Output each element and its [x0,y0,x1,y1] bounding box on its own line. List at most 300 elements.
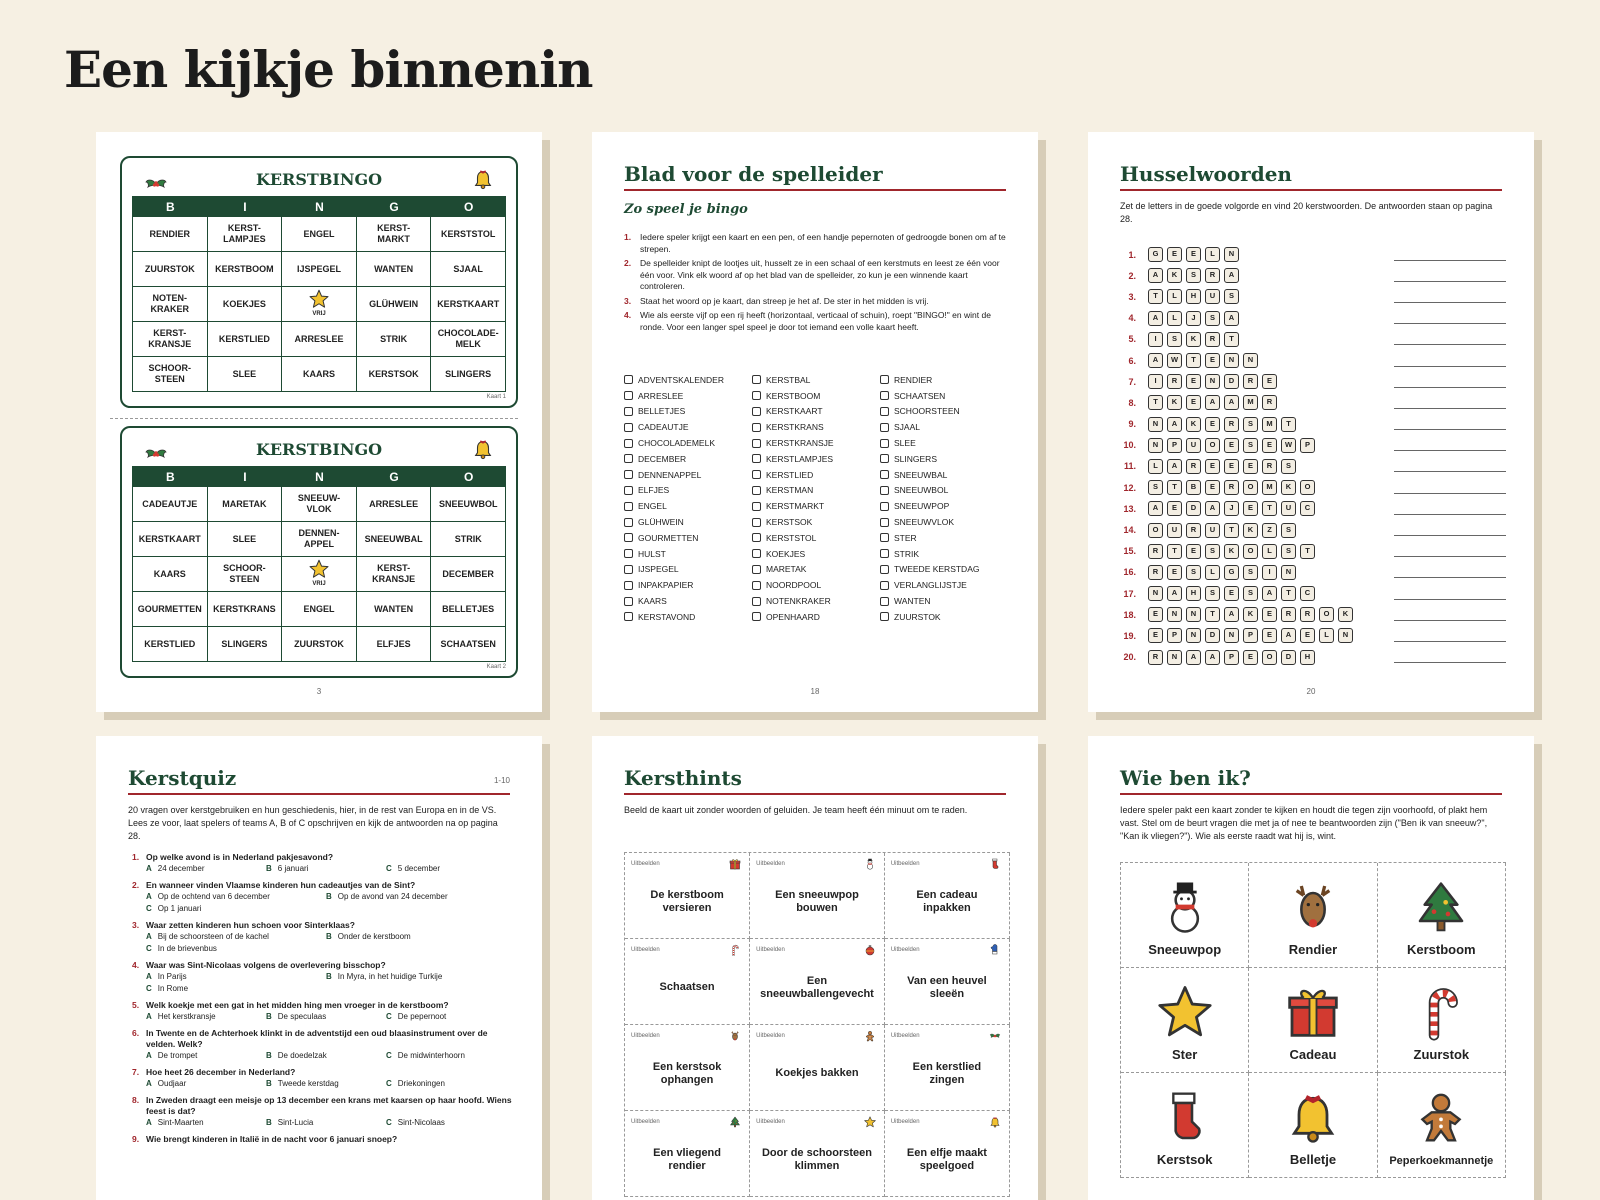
checklist-item[interactable]: ENGEL [624,498,752,514]
bell-icon [1285,1087,1341,1147]
page-christmas-charades[interactable] [592,736,1038,1200]
question-text: 4. Waar was Sint-Nicolaas volgens de overlevering bisschop? [132,960,386,970]
letter-tile: S [1205,586,1220,601]
bingo-letter: O [431,197,506,217]
character-card [1121,1073,1249,1178]
character-label: Zuurstok [1413,1047,1470,1062]
letter-tile: L [1319,628,1334,643]
answer-option: C De midwinterhoorn [386,1051,465,1060]
checklist-item[interactable]: ADVENTSKALENDER [624,372,752,388]
answer-line[interactable] [1394,503,1506,515]
page-intro: Zet de letters in de goede volgorde en vind 20 kerstwoorden. De antwoorden staan op pagina 28. [1120,201,1493,224]
checklist-item[interactable]: KERSTSTOL [752,530,880,546]
bingo-letter: N [282,467,357,487]
page-number: 3 [316,687,322,696]
charades-card [750,939,885,1025]
checklist-item[interactable]: KERSTKRANS [752,419,880,435]
answer-option: B De speculaas [266,1012,327,1021]
checklist-item[interactable]: INPAKPAPIER [624,577,752,593]
letter-tile: E [1224,438,1239,453]
answer-line[interactable] [1394,630,1506,642]
scramble-row [1116,477,1506,498]
page-number: 18 [810,687,820,696]
checklist-item[interactable]: KAARS [624,593,752,609]
letter-tile: N [1243,353,1258,368]
letter-tile: R [1186,523,1201,538]
checklist-item[interactable]: STRIK [880,546,1008,562]
checklist-item[interactable]: GOURMETTEN [624,530,752,546]
answer-line[interactable] [1394,609,1506,621]
checklist-item[interactable]: SCHAATSEN [880,388,1008,404]
bingo-cell: SJAAL [431,252,506,287]
answer-line[interactable] [1394,588,1506,600]
bell-icon [989,1116,1001,1128]
page-bingo-cards[interactable] [96,132,542,712]
card-text: Een elfje maakt speelgoed [906,1146,987,1172]
row-number: 7. [1128,376,1136,387]
bingo-card [120,426,518,678]
card-label: Uitbeelden [631,1033,660,1039]
instructions-list [624,232,1006,336]
stocking-icon [1157,1087,1213,1147]
page-christmas-quiz[interactable] [96,736,542,1200]
letter-tile: A [1224,607,1239,622]
tree-icon [729,1116,741,1128]
scramble-row [1116,498,1506,519]
answer-line[interactable] [1394,566,1506,578]
bingo-cell: WANTEN [357,592,432,627]
page-who-am-i[interactable] [1088,736,1534,1200]
letter-tile: S [1243,417,1258,432]
letter-tile: T [1148,289,1163,304]
question-text: 9. Wie brengt kinderen in Italië in de nacht voor 6 januari snoep? [132,1134,398,1144]
checklist-item[interactable]: CHOCOLADEMELK [624,435,752,451]
answer-option: B De doedelzak [266,1051,327,1060]
letter-tile: E [1224,459,1239,474]
gift-icon [729,858,741,870]
checklist-item[interactable]: KERSTMARKT [752,498,880,514]
checklist-item[interactable]: SCHOORSTEEN [880,404,1008,420]
page-number: 20 [1306,687,1316,696]
bingo-cell: KERSTBOOM [208,252,283,287]
answer-option: A Het kerstkransje [146,1012,216,1021]
answer-option: C Op 1 januari [146,904,202,913]
checklist-item[interactable]: NOTENKRAKER [752,593,880,609]
letter-tile: D [1281,650,1296,665]
card-text: Koekjes bakken [775,1067,859,1079]
letter-tile: J [1224,501,1239,516]
letter-tile: K [1186,417,1201,432]
checklist-item[interactable]: OPENHAARD [752,609,880,625]
scramble-row [1116,414,1506,435]
scramble-row [1116,541,1506,562]
answer-line[interactable] [1394,376,1506,388]
checklist-item[interactable]: RENDIER [880,372,1008,388]
holly-icon [989,1030,1001,1042]
letter-tile: N [1224,628,1239,643]
scramble-row [1116,647,1506,668]
row-number: 13. [1123,503,1136,514]
letter-tile: K [1224,544,1239,559]
letter-tile: S [1243,586,1258,601]
letter-tile: O [1300,480,1315,495]
letter-tile: O [1205,438,1220,453]
checklist-item[interactable]: WANTEN [880,593,1008,609]
letter-tile: N [1148,417,1163,432]
bingo-cell: SCHOOR- STEEN [208,557,283,592]
card-text: Door de schoorsteen klimmen [761,1146,872,1172]
answer-option: B Op de avond van 24 december [326,892,448,901]
checklist-item[interactable]: HULST [624,546,752,562]
letter-tile: E [1205,417,1220,432]
letter-tile: N [1186,607,1201,622]
bingo-letter: N [282,197,357,217]
letter-tile: L [1205,247,1220,262]
bingo-cell: SLINGERS [431,357,506,392]
bingo-cell: KAARS [133,557,208,592]
letter-tile: R [1243,374,1258,389]
charades-card [625,853,750,939]
question-text: 8. In Zweden draagt een meisje op 13 december een krans met kaarsen op haar hoofd. Wiens feest is dat? [132,1095,512,1116]
bingo-cell: SLEE [208,357,283,392]
letter-tile: S [1281,459,1296,474]
bingo-cell: ELFJES [357,627,432,662]
character-card [1378,968,1506,1073]
bingo-cell: MARETAK [208,487,283,522]
card-label: Uitbeelden [756,1119,785,1125]
checklist-item[interactable]: NOORDPOOL [752,577,880,593]
letter-tile: A [1281,628,1296,643]
hero-title: Een kijkje binnenin [64,40,593,99]
answer-line[interactable] [1394,397,1506,409]
letter-tile: A [1148,311,1163,326]
letter-tile: S [1205,311,1220,326]
bingo-cell: GLÜHWEIN [357,287,432,322]
checklist-item[interactable]: KERSTKAART [752,404,880,420]
card-text: Een sneeuwpop bouwen [775,888,859,914]
letter-tile: T [1281,417,1296,432]
quiz-question [132,1028,514,1062]
letter-tile: T [1167,480,1182,495]
quiz-questions [132,852,514,1150]
checklist-item[interactable]: SLINGERS [880,451,1008,467]
letter-tile: A [1148,353,1163,368]
letter-tile: R [1205,268,1220,283]
card-number: Kaart 2 [486,664,506,670]
answer-option: C In Rome [146,984,189,993]
checklist-item[interactable]: KERSTSOK [752,514,880,530]
letter-tile: W [1281,438,1296,453]
letter-tile: R [1224,417,1239,432]
checklist-item[interactable]: DECEMBER [624,451,752,467]
character-card [1378,863,1506,968]
quiz-question [132,1095,514,1129]
letter-tile: E [1186,247,1201,262]
answer-line[interactable] [1394,524,1506,536]
letter-tile: E [1186,544,1201,559]
row-number: 1. [1128,249,1136,260]
checklist-item[interactable]: STER [880,530,1008,546]
letter-tile: N [1338,628,1353,643]
bingo-cell: RENDIER [133,217,208,252]
letter-tile: L [1205,565,1220,580]
letter-tile: S [1224,289,1239,304]
checklist-item[interactable]: CADEAUTJE [624,419,752,435]
letter-tile: A [1167,459,1182,474]
letter-tile: N [1205,374,1220,389]
scramble-row [1116,435,1506,456]
letter-tile: T [1186,353,1201,368]
answer-option: A Op de ochtend van 6 december [146,892,270,901]
letter-tile: R [1281,607,1296,622]
letter-tile: E [1262,374,1277,389]
character-label: Rendier [1288,942,1338,957]
character-label: Cadeau [1289,1047,1337,1062]
letter-tile: P [1167,438,1182,453]
letter-tile: N [1148,438,1163,453]
quiz-question [132,880,514,915]
checklist-item[interactable]: SNEEUWVLOK [880,514,1008,530]
answer-option: B Tweede kerstdag [266,1079,339,1088]
answer-options [132,1050,514,1062]
checklist-item[interactable]: SNEEUWBOL [880,483,1008,499]
checklist-item[interactable]: KERSTKRANSJE [752,435,880,451]
letter-tile: S [1205,544,1220,559]
answer-line[interactable] [1394,439,1506,451]
checklist-item[interactable]: SLEE [880,435,1008,451]
letter-tile: U [1186,438,1201,453]
cut-line [110,418,518,419]
checklist-item[interactable]: MARETAK [752,562,880,578]
bingo-letter: G [357,197,432,217]
answer-options [132,971,514,995]
scramble-row [1116,392,1506,413]
bingo-cell: KERSTLIED [208,322,283,357]
checklist-item[interactable]: IJSPEGEL [624,562,752,578]
character-label: Kerstboom [1407,942,1476,957]
scramble-row [1116,265,1506,286]
answer-line[interactable] [1394,312,1506,324]
letter-tile: R [1300,607,1315,622]
page-scrambled-words[interactable] [1088,132,1534,712]
checklist-item[interactable]: ZUURSTOK [880,609,1008,625]
gift-icon [1285,982,1341,1042]
checklist-item[interactable]: DENNENAPPEL [624,467,752,483]
bell-icon [472,168,494,192]
scramble-row [1116,456,1506,477]
letter-tile: T [1167,544,1182,559]
checklist-item[interactable]: GLÜHWEIN [624,514,752,530]
letter-tile: L [1167,289,1182,304]
letter-tile: I [1262,565,1277,580]
star-icon [309,289,329,309]
answer-line[interactable] [1394,355,1506,367]
character-card [1249,863,1377,968]
charades-grid [624,852,1010,1197]
scramble-row [1116,371,1506,392]
letter-tile: E [1167,501,1182,516]
checklist-item[interactable]: KERSTLIED [752,467,880,483]
checklist-item[interactable]: KERSTBOOM [752,388,880,404]
letter-tile: N [1148,586,1163,601]
bingo-cell: WANTEN [357,252,432,287]
letter-tile: G [1148,247,1163,262]
letter-tile: N [1167,650,1182,665]
word-checklist [624,372,1014,625]
letter-tile: R [1148,650,1163,665]
question-text: 5. Welk koekje met een gat in het midden hing men vroeger in de kerstboom? [132,1000,449,1010]
letter-tile: S [1148,480,1163,495]
scramble-row [1116,604,1506,625]
answer-option: A De trompet [146,1051,198,1060]
answer-line[interactable] [1394,333,1506,345]
charades-card [750,853,885,939]
checklist-item[interactable]: KERSTMAN [752,483,880,499]
letter-tile: A [1167,586,1182,601]
bingo-cell: IJSPEGEL [282,252,357,287]
letter-tile: D [1205,628,1220,643]
page-heading: Kersthints [624,766,1006,795]
row-number: 8. [1128,397,1136,408]
checklist-item[interactable]: ARRESLEE [624,388,752,404]
letter-tile: E [1186,374,1201,389]
answer-options [132,1011,514,1023]
answer-line[interactable] [1394,291,1506,303]
charades-card [625,939,750,1025]
quiz-question [132,1067,514,1090]
letter-tile: S [1186,268,1201,283]
bingo-cell: ENGEL [282,592,357,627]
checklist-item[interactable]: KERSTLAMPJES [752,451,880,467]
card-label: Uitbeelden [890,1033,920,1039]
letter-tile: R [1205,332,1220,347]
letter-tile: U [1205,289,1220,304]
checklist-item[interactable]: KERSTBAL [752,372,880,388]
letter-tile: S [1281,544,1296,559]
quiz-question [132,1000,514,1023]
letter-tile: O [1262,650,1277,665]
letter-tile: E [1262,438,1277,453]
character-card [1249,1073,1377,1178]
letter-tile: W [1167,353,1182,368]
row-number: 10. [1123,440,1136,451]
row-number: 14. [1123,525,1136,536]
checklist-item[interactable]: KERSTAVOND [624,609,752,625]
bingo-cell: KERST- LAMPJES [208,217,283,252]
bingo-cell: GOURMETTEN [133,592,208,627]
letter-tile: O [1243,544,1258,559]
question-range: 1-10 [493,776,510,785]
question-text: 3. Waar zetten kinderen hun schoen voor Sinterklaas? [132,920,355,930]
answer-options [132,931,514,955]
row-number: 12. [1123,482,1136,493]
answer-line[interactable] [1394,482,1506,494]
letter-tile: A [1148,268,1163,283]
page-game-leader[interactable] [592,132,1038,712]
letter-tile: T [1224,523,1239,538]
checklist-item[interactable]: ELFJES [624,483,752,499]
question-text: 1. Op welke avond is in Nederland pakjesavond? [132,852,334,862]
answer-option: A In Parijs [146,972,187,981]
checklist-item[interactable]: SNEEUWBAL [880,467,1008,483]
star-icon [1157,982,1213,1042]
letter-tile: E [1224,586,1239,601]
page-heading: Wie ben ik? [1120,766,1502,795]
quiz-question [132,920,514,955]
charades-card [750,1025,885,1111]
answer-line[interactable] [1394,651,1506,663]
letter-tile: T [1148,395,1163,410]
checklist-item[interactable]: TWEEDE KERSTDAG [880,562,1008,578]
stocking-icon [989,858,1001,870]
character-card [1121,968,1249,1073]
page-heading: Husselwoorden [1120,162,1502,191]
letter-tile: K [1338,607,1353,622]
row-number: 19. [1123,630,1136,641]
letter-tile: L [1262,544,1277,559]
letter-tile: P [1224,650,1239,665]
bingo-cell: BELLETJES [431,592,506,627]
bingo-letter: I [208,467,283,487]
charades-card [885,939,1010,1025]
bingo-cell: ZUURSTOK [133,252,208,287]
letter-tile: R [1167,374,1182,389]
checklist-item[interactable]: KOEKJES [752,546,880,562]
scramble-row [1116,583,1506,604]
snowman-icon [864,858,876,870]
bingo-letter: O [431,467,506,487]
checklist-item[interactable]: SNEEUWPOP [880,498,1008,514]
bingo-cell: SLINGERS [208,627,283,662]
answer-line[interactable] [1394,270,1506,282]
letter-tile: P [1300,438,1315,453]
bingo-cell: KERSTLIED [133,627,208,662]
letter-tile: E [1148,607,1163,622]
answer-option: B Sint-Lucia [266,1118,314,1127]
answer-line[interactable] [1394,418,1506,430]
answer-options [132,1117,514,1129]
card-text: De kerstboom versieren [650,888,724,914]
letter-tile: A [1262,586,1277,601]
bingo-cell: KOEKJES [208,287,283,322]
checklist-item[interactable]: VERLANGLIJSTJE [880,577,1008,593]
bingo-cell: CHOCOLADE- MELK [431,322,506,357]
card-title [132,164,506,196]
charades-card [885,1111,1010,1197]
letter-tile: I [1148,374,1163,389]
bingo-cell: KERSTKAART [133,522,208,557]
letter-tile: E [1148,628,1163,643]
bingo-cell: STRIK [357,322,432,357]
letter-tile: U [1281,501,1296,516]
scramble-row [1116,350,1506,371]
checklist-item[interactable]: SJAAL [880,419,1008,435]
answer-line[interactable] [1394,545,1506,557]
answer-line[interactable] [1394,249,1506,261]
letter-tile: R [1186,459,1201,474]
letter-tile: N [1186,628,1201,643]
bingo-cell: KERSTKAART [431,287,506,322]
scramble-row [1116,244,1506,265]
letter-tile: E [1205,480,1220,495]
character-card [1121,863,1249,968]
letter-tile: T [1300,544,1315,559]
card-label: Uitbeelden [631,861,660,867]
row-number: 17. [1123,588,1136,599]
answer-line[interactable] [1394,460,1506,472]
checklist-item[interactable]: BELLETJES [624,404,752,420]
letter-tile: O [1319,607,1334,622]
